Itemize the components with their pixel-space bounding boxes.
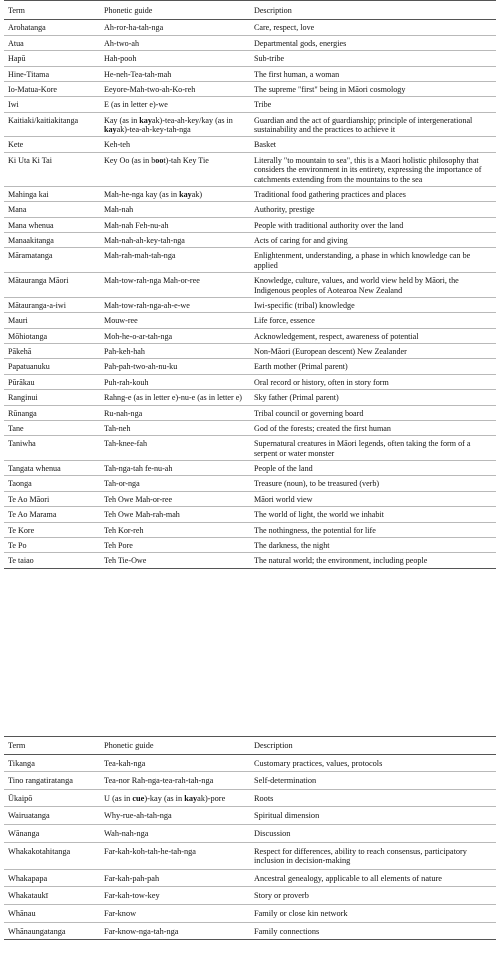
description-cell: Māori world view — [250, 491, 496, 506]
table-row — [4, 202, 496, 217]
table-row — [4, 112, 496, 137]
table-row — [4, 248, 496, 273]
phonetic-guide-cell: Wah-nah-nga — [100, 825, 250, 843]
phonetic-guide-cell: Mouw-ree — [100, 313, 250, 328]
term-cell: Mana whenua — [4, 217, 100, 232]
phonetic-guide-cell: Tah-or-nga — [100, 476, 250, 491]
header-term: Term — [4, 737, 100, 755]
description-cell: Basket — [250, 137, 496, 152]
phonetic-guide-cell: Tea-nor Rah-nga-tea-rah-tah-nga — [100, 772, 250, 790]
description-cell: Customary practices, values, protocols — [250, 754, 496, 772]
description-cell: Care, respect, love — [250, 20, 496, 35]
description-cell: Guardian and the act of guardianship; principle of intergenerational sustainability and the practices to achieve it — [250, 112, 496, 137]
term-cell: Mōhiotanga — [4, 328, 100, 343]
phonetic-guide-cell: Far-kah-koh-tah-he-tah-nga — [100, 842, 250, 869]
table-row — [4, 507, 496, 522]
term-cell: Mātauranga Māori — [4, 273, 100, 298]
term-cell: Tikanga — [4, 754, 100, 772]
table-row — [4, 66, 496, 81]
term-cell: Te Ao Māori — [4, 491, 100, 506]
phonetic-guide-cell: Mah-nah-ah-key-tah-nga — [100, 233, 250, 248]
description-cell: Acknowledgement, respect, awareness of potential — [250, 328, 496, 343]
table-row — [4, 233, 496, 248]
pronunciation-emphasis: kay — [184, 793, 198, 803]
description-cell: People of the land — [250, 461, 496, 476]
description-cell: The world of light, the world we inhabit — [250, 507, 496, 522]
term-cell: Atua — [4, 35, 100, 50]
phonetic-guide-cell: Teh Kor-reh — [100, 522, 250, 537]
phonetic-guide-cell: Tah-nga-tah fe-nu-ah — [100, 461, 250, 476]
description-cell: Life force, essence — [250, 313, 496, 328]
description-cell: Traditional food gathering practices and places — [250, 186, 496, 201]
pronunciation-emphasis: oo — [155, 155, 164, 165]
term-cell: Whakataukī — [4, 887, 100, 905]
term-cell: Wānanga — [4, 825, 100, 843]
description-cell: Knowledge, culture, values, and world view held by Māori, the Indigenous peoples of Aotearoa New Zealand — [250, 273, 496, 298]
header-phonetic-guide: Phonetic guide — [100, 737, 250, 755]
term-cell: Te taiao — [4, 553, 100, 568]
term-cell: Māramatanga — [4, 248, 100, 273]
description-cell: Ancestral genealogy, applicable to all elements of nature — [250, 869, 496, 887]
description-cell: The natural world; the environment, including people — [250, 553, 496, 568]
table-row — [4, 273, 496, 298]
phonetic-guide-cell: Teh Pore — [100, 537, 250, 552]
table-row — [4, 522, 496, 537]
table-row — [4, 20, 496, 35]
description-cell: Authority, prestige — [250, 202, 496, 217]
table-row — [4, 297, 496, 312]
table-row — [4, 869, 496, 887]
term-cell: Te Kore — [4, 522, 100, 537]
term-cell: Hapū — [4, 51, 100, 66]
phonetic-guide-cell: Mah-rah-mah-tah-nga — [100, 248, 250, 273]
term-cell: Io-Matua-Kore — [4, 81, 100, 96]
phonetic-guide-cell: Mah-he-nga kay (as in kayak) — [100, 186, 250, 201]
description-cell: Tribe — [250, 97, 496, 112]
table-row — [4, 905, 496, 923]
phonetic-guide-cell: Eeyore-Mah-two-ah-Ko-reh — [100, 81, 250, 96]
phonetic-guide-cell: Tea-kah-nga — [100, 754, 250, 772]
term-cell: Taniwha — [4, 436, 100, 461]
phonetic-guide-cell: He-neh-Tea-tah-mah — [100, 66, 250, 81]
table-row — [4, 491, 496, 506]
phonetic-guide-cell: Hah-pooh — [100, 51, 250, 66]
phonetic-guide-cell: Teh Owe Mah-rah-mah — [100, 507, 250, 522]
term-cell: Pūrākau — [4, 374, 100, 389]
phonetic-guide-cell: Why-rue-ah-tah-nga — [100, 807, 250, 825]
description-cell: Family connections — [250, 922, 496, 940]
header-description: Description — [250, 1, 496, 20]
phonetic-guide-cell: Far-know-nga-tah-nga — [100, 922, 250, 940]
table-row — [4, 789, 496, 807]
phonetic-guide-cell: Puh-rah-kouh — [100, 374, 250, 389]
pronunciation-emphasis: kay — [104, 125, 117, 134]
table-row — [4, 152, 496, 186]
term-cell: Te Po — [4, 537, 100, 552]
description-cell: Sub-tribe — [250, 51, 496, 66]
table-row — [4, 35, 496, 50]
table-row — [4, 81, 496, 96]
phonetic-guide-cell: E (as in letter e)-we — [100, 97, 250, 112]
description-cell: Acts of caring for and giving — [250, 233, 496, 248]
description-cell: God of the forests; created the first human — [250, 420, 496, 435]
phonetic-guide-cell: Ru-nah-nga — [100, 405, 250, 420]
table-row — [4, 825, 496, 843]
phonetic-guide-cell: Far-kah-pah-pah — [100, 869, 250, 887]
phonetic-guide-cell: Ah-ror-ha-tah-nga — [100, 20, 250, 35]
table-row — [4, 405, 496, 420]
term-cell: Kete — [4, 137, 100, 152]
term-cell: Rūnanga — [4, 405, 100, 420]
table-row — [4, 344, 496, 359]
phonetic-guide-cell: Mah-nah Feh-nu-ah — [100, 217, 250, 232]
phonetic-guide-cell: Mah-tow-rah-nga Mah-or-ree — [100, 273, 250, 298]
phonetic-guide-cell: Rahng-e (as in letter e)-nu-e (as in letter e) — [100, 390, 250, 405]
term-cell: Kaitiaki/kaitiakitanga — [4, 112, 100, 137]
table-row — [4, 359, 496, 374]
description-cell: Story or proverb — [250, 887, 496, 905]
phonetic-guide-cell: Teh Owe Mah-or-ree — [100, 491, 250, 506]
phonetic-guide-cell: Pah-keh-hah — [100, 344, 250, 359]
table-row — [4, 137, 496, 152]
table-row — [4, 374, 496, 389]
table-row — [4, 51, 496, 66]
table-row — [4, 537, 496, 552]
term-cell: Tangata whenua — [4, 461, 100, 476]
table-row — [4, 97, 496, 112]
phonetic-guide-cell: Tah-knee-fah — [100, 436, 250, 461]
description-cell: Discussion — [250, 825, 496, 843]
description-cell: The darkness, the night — [250, 537, 496, 552]
description-cell: Treasure (noun), to be treasured (verb) — [250, 476, 496, 491]
term-cell: Iwi — [4, 97, 100, 112]
description-cell: Self-determination — [250, 772, 496, 790]
term-cell: Whakapapa — [4, 869, 100, 887]
table-row — [4, 217, 496, 232]
term-cell: Tino rangatiratanga — [4, 772, 100, 790]
table-row — [4, 420, 496, 435]
term-cell: Mana — [4, 202, 100, 217]
phonetic-guide-cell: Far-know — [100, 905, 250, 923]
description-cell: Earth mother (Primal parent) — [250, 359, 496, 374]
description-cell: The first human, a woman — [250, 66, 496, 81]
description-cell: Roots — [250, 789, 496, 807]
glossary-table-part-1 — [4, 0, 496, 569]
term-cell: Arohatanga — [4, 20, 100, 35]
term-cell: Taonga — [4, 476, 100, 491]
description-cell: Departmental gods, energies — [250, 35, 496, 50]
description-cell: Literally "to mountain to sea", this is a Maori holistic philosophy that considers the environment in its entirety, expressing the importance of catchments extending from the mountains to the sea — [250, 152, 496, 186]
phonetic-guide-cell: Kay (as in kayak)-tea-ah-key/kay (as in kayak)-tea-ah-key-tah-nga — [100, 112, 250, 137]
table-row — [4, 754, 496, 772]
term-cell: Ūkaipō — [4, 789, 100, 807]
phonetic-guide-cell: Key Oo (as in boot)-tah Key Tie — [100, 152, 250, 186]
phonetic-guide-cell: Teh Tie-Owe — [100, 553, 250, 568]
description-cell: Iwi-specific (tribal) knowledge — [250, 297, 496, 312]
table-row — [4, 476, 496, 491]
description-cell: Oral record or history, often in story form — [250, 374, 496, 389]
pronunciation-emphasis: kay — [139, 115, 152, 125]
table-header-row — [4, 1, 496, 20]
table-row — [4, 328, 496, 343]
header-phonetic-guide: Phonetic guide — [100, 1, 250, 20]
term-cell: Ranginui — [4, 390, 100, 405]
pronunciation-emphasis: cue — [132, 793, 145, 803]
term-cell: Whakakotahitanga — [4, 842, 100, 869]
phonetic-guide-cell: Tah-neh — [100, 420, 250, 435]
table-row — [4, 772, 496, 790]
description-cell: Non-Māori (European descent) New Zealander — [250, 344, 496, 359]
table-row — [4, 887, 496, 905]
description-cell: Supernatural creatures in Māori legends, often taking the form of a serpent or water monster — [250, 436, 496, 461]
description-cell: Enlightenment, understanding, a phase in which knowledge can be applied — [250, 248, 496, 273]
term-cell: Whānau — [4, 905, 100, 923]
pronunciation-emphasis: kay — [179, 189, 192, 199]
table-row — [4, 186, 496, 201]
table-row — [4, 842, 496, 869]
glossary-table-part-2 — [4, 736, 496, 940]
term-cell: Wairuatanga — [4, 807, 100, 825]
table-row — [4, 807, 496, 825]
description-cell: Spiritual dimension — [250, 807, 496, 825]
term-cell: Te Ao Marama — [4, 507, 100, 522]
description-cell: People with traditional authority over the land — [250, 217, 496, 232]
description-cell: Family or close kin network — [250, 905, 496, 923]
table-row — [4, 436, 496, 461]
table-row — [4, 390, 496, 405]
description-cell: The supreme "first" being in Māori cosmology — [250, 81, 496, 96]
table-row — [4, 922, 496, 940]
description-cell: Respect for differences, ability to reach consensus, participatory inclusion in decision-making — [250, 842, 496, 869]
table-header-row — [4, 737, 496, 755]
description-cell: Tribal council or governing board — [250, 405, 496, 420]
phonetic-guide-cell: Far-kah-tow-key — [100, 887, 250, 905]
phonetic-guide-cell: Ah-two-ah — [100, 35, 250, 50]
term-cell: Mātauranga-a-iwi — [4, 297, 100, 312]
table-row — [4, 553, 496, 568]
term-cell: Papatuanuku — [4, 359, 100, 374]
phonetic-guide-cell: Keh-teh — [100, 137, 250, 152]
description-cell: The nothingness, the potential for life — [250, 522, 496, 537]
term-cell: Manaakitanga — [4, 233, 100, 248]
term-cell: Tane — [4, 420, 100, 435]
term-cell: Whānaungatanga — [4, 922, 100, 940]
term-cell: Pākehā — [4, 344, 100, 359]
description-cell: Sky father (Primal parent) — [250, 390, 496, 405]
table-row — [4, 461, 496, 476]
phonetic-guide-cell: Mah-nah — [100, 202, 250, 217]
term-cell: Ki Uta Ki Tai — [4, 152, 100, 186]
term-cell: Mauri — [4, 313, 100, 328]
header-term: Term — [4, 1, 100, 20]
term-cell: Mahinga kai — [4, 186, 100, 201]
phonetic-guide-cell: U (as in cue)-kay (as in kayak)-pore — [100, 789, 250, 807]
term-cell: Hine-Titama — [4, 66, 100, 81]
phonetic-guide-cell: Mah-tow-rah-nga-ah-e-we — [100, 297, 250, 312]
table-row — [4, 313, 496, 328]
header-description: Description — [250, 737, 496, 755]
phonetic-guide-cell: Pah-pah-two-ah-nu-ku — [100, 359, 250, 374]
phonetic-guide-cell: Moh-he-o-ar-tah-nga — [100, 328, 250, 343]
